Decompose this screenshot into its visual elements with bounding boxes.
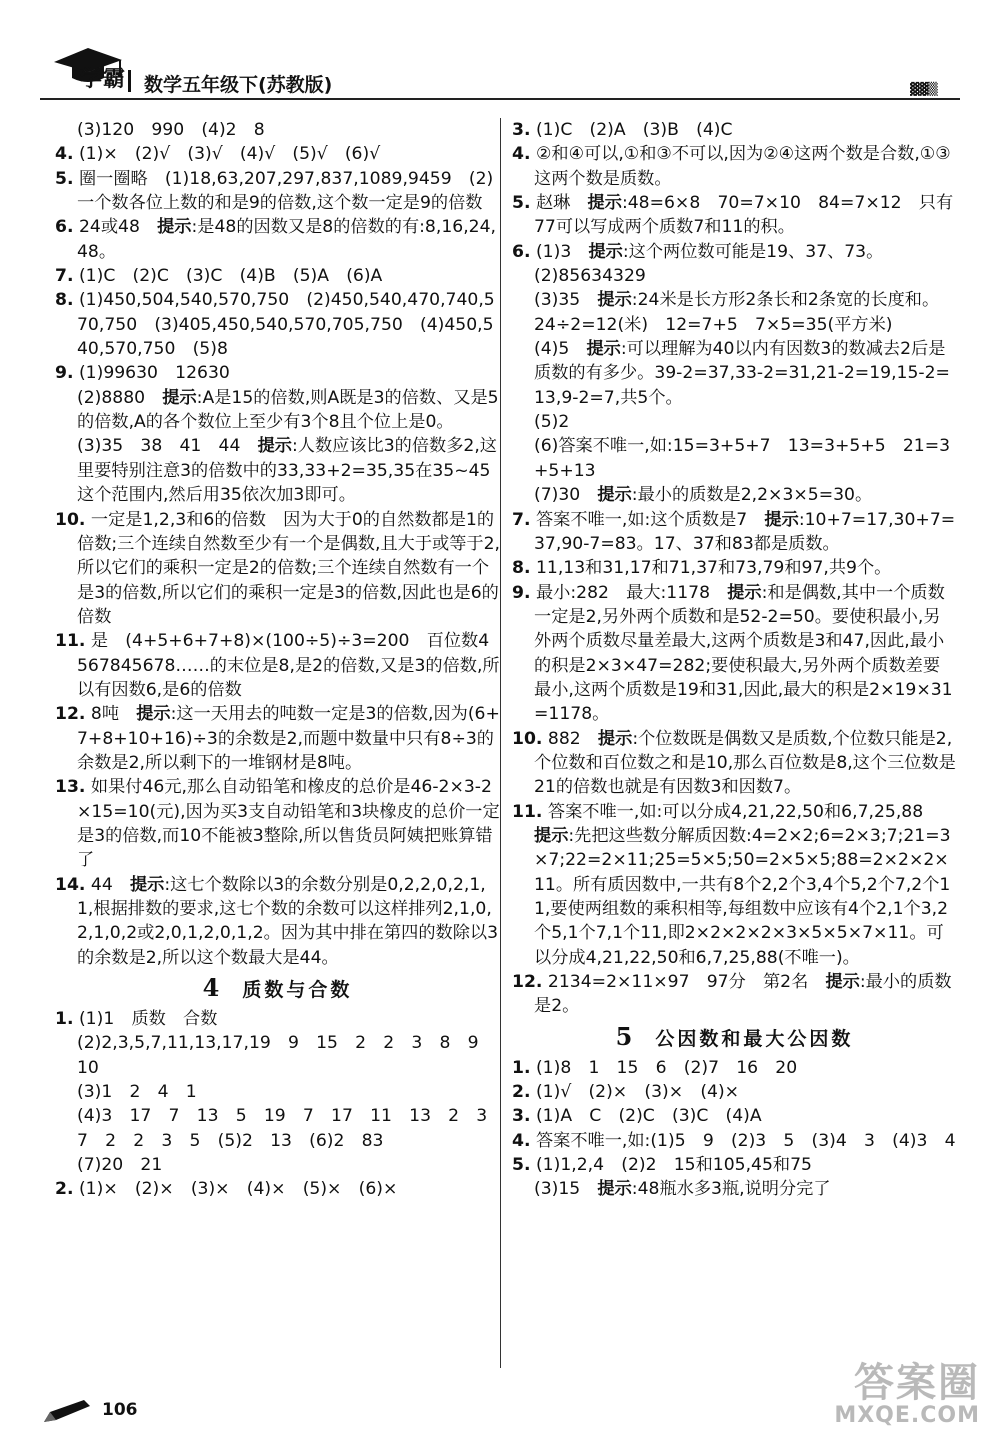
item-text: 答案不唯一,如:可以分成4,21,22,50和6,7,25,88 bbox=[547, 801, 941, 822]
hint-label: 提示 bbox=[129, 874, 165, 895]
item-text: (7)30 bbox=[534, 485, 598, 506]
pencil-icon bbox=[40, 1398, 96, 1426]
answer-item bbox=[512, 970, 957, 1019]
item-number: 4. bbox=[512, 1130, 531, 1151]
answer-item bbox=[55, 386, 500, 435]
hint-text: :个位数既是偶数又是质数,个位数只能是2,个位数和百位数之和是10,那么百位数是8,这个三位数是21的倍数也就是有因数3和因数7。 bbox=[534, 728, 956, 798]
item-text: (1)450,504,540,570,750 (2)450,540,470,740,570,750 (3)405,450,540,570,705,750 (4)450,540,570,750 (5)8 bbox=[77, 290, 495, 360]
left-answers-part-1 bbox=[55, 118, 500, 970]
hint-text: :先把这些数分解质因数:4=2×2;6=2×3;7;21=3×7;22=2×11;25=5×5;50=2×5×5;88=2×2×2×11。所有质因数中,一共有8个2,2个3,4个5,2个7,2个11,要使两组数的乘积相等,每组数中应该有4个2,1个3,2个5,1个7,1个11,即2×2×2×2×3×5×5×7×11。可以分成4,21,22,50和6,7,25,88(不唯一)。 bbox=[534, 825, 951, 968]
item-text: 2134=2×11×97 97分 第2名 bbox=[547, 972, 826, 993]
item-number: 9. bbox=[512, 582, 531, 603]
item-text: 如果付46元,那么自动铅笔和橡皮的总价是46-2×3-2×15=10(元),因为买3支自动铅笔和3块橡皮的总价一定是3的倍数,而10不能被3整除,所以售货员阿姨把账算错了 bbox=[77, 777, 500, 871]
hint-label: 提示 bbox=[157, 217, 192, 238]
answer-item bbox=[512, 727, 957, 800]
section-number: 4 bbox=[202, 973, 223, 1003]
answer-item bbox=[55, 142, 500, 166]
hint-label: 提示 bbox=[588, 241, 623, 262]
hint-label: 提示 bbox=[825, 972, 860, 993]
section-number: 5 bbox=[615, 1021, 636, 1051]
page-footer bbox=[40, 1398, 240, 1428]
item-number: 8. bbox=[55, 290, 74, 311]
column-divider bbox=[500, 118, 501, 1368]
page-number: 106 bbox=[102, 1400, 138, 1420]
item-text: 圈一圈略 (1)18,63,207,297,837,1089,9459 (2)一个数各位上数的和是9的倍数,这个数一定是9的倍数 bbox=[77, 168, 494, 214]
hint-label: 提示 bbox=[162, 387, 197, 408]
hint-label: 提示 bbox=[534, 825, 569, 846]
answer-item bbox=[512, 288, 957, 337]
answer-item bbox=[55, 629, 500, 702]
brand-name: 学霸 bbox=[80, 67, 127, 92]
hint-text: :24米是长方形2条长和2条宽的长度和。 24÷2=12(米) 12=7+5 7×5=35(平方米) bbox=[534, 290, 948, 335]
hint-text: :这一天用去的吨数一定是3的倍数,因为(6+7+8+10+16)÷3的余数是2,而题中数量中只有8÷3的余数是2,所以剩下的一堆钢材是8吨。 bbox=[77, 704, 500, 773]
answer-item bbox=[512, 1177, 957, 1201]
answer-item bbox=[55, 1153, 500, 1177]
brand-divider bbox=[128, 70, 131, 92]
answer-item bbox=[512, 264, 957, 288]
answer-item bbox=[55, 1080, 500, 1104]
right-column bbox=[512, 118, 957, 1202]
hint-text: :10+7=17,30+7=37,90-7=83。17、37和83都是质数。 bbox=[534, 509, 956, 554]
hint-label: 提示 bbox=[136, 704, 171, 725]
watermark bbox=[790, 1362, 980, 1432]
answer-item bbox=[512, 1129, 957, 1153]
item-text: (3)35 bbox=[534, 290, 598, 311]
item-text: (1)× (2)√ (3)√ (4)√ (5)√ (6)√ bbox=[78, 144, 381, 165]
answer-item bbox=[55, 1007, 500, 1031]
left-column bbox=[55, 118, 505, 1202]
item-number: 3. bbox=[512, 1106, 531, 1127]
right-answers-part-1 bbox=[512, 118, 957, 1019]
item-number: 2. bbox=[55, 1179, 74, 1200]
answer-item bbox=[55, 361, 500, 385]
item-number: 1. bbox=[55, 1009, 74, 1030]
item-number: 13. bbox=[55, 777, 86, 798]
item-text: 44 bbox=[90, 874, 130, 895]
item-text: 答案不唯一,如:这个质数是7 bbox=[535, 509, 765, 530]
item-number: 6. bbox=[55, 217, 74, 238]
hint-label: 提示 bbox=[597, 728, 633, 749]
item-text: (1)√ (2)× (3)× (4)× bbox=[535, 1082, 740, 1103]
item-number: 12. bbox=[512, 972, 543, 993]
hint-label: 提示 bbox=[257, 436, 292, 457]
item-number: 8. bbox=[512, 558, 531, 579]
item-number: 11. bbox=[512, 801, 543, 822]
item-text: 24或48 bbox=[78, 217, 158, 238]
section-title-4 bbox=[55, 972, 500, 1006]
item-text: (3)1 2 4 1 bbox=[77, 1082, 197, 1103]
item-text: 赵琳 bbox=[535, 193, 588, 214]
watermark-logo-text: 答案圈 bbox=[854, 1360, 980, 1406]
corner-mark: ▓▓▒ bbox=[910, 82, 938, 96]
hint-label: 提示 bbox=[597, 1179, 632, 1200]
watermark-url: MXQE.COM bbox=[834, 1403, 980, 1428]
item-text: (2)2,3,5,7,11,13,17,19 9 15 2 2 3 8 9 10 bbox=[77, 1033, 496, 1078]
right-answers-part-2 bbox=[512, 1056, 957, 1202]
item-text: (4)5 bbox=[534, 339, 587, 360]
answer-item bbox=[512, 434, 957, 483]
hint-text: :这个两位数可能是19、37、73。 bbox=[622, 241, 884, 262]
item-number: 6. bbox=[512, 241, 531, 262]
item-text: 是 (4+5+6+7+8)×(100÷5)÷3=200 百位数4567845678……的末位是8,是2的倍数,又是3的倍数,所以有因数6,是6的倍数 bbox=[77, 631, 500, 700]
answer-item bbox=[512, 191, 957, 240]
hint-label: 提示 bbox=[587, 193, 622, 214]
item-number: 2. bbox=[512, 1082, 531, 1103]
item-number: 11. bbox=[55, 631, 86, 652]
hint-text: :48=6×8 70=7×10 84=7×12 只有77可以写成两个质数7和11的积。 bbox=[534, 193, 954, 238]
answer-item bbox=[512, 142, 957, 191]
item-text: (2)8880 bbox=[77, 387, 163, 408]
answer-item bbox=[55, 1031, 500, 1080]
item-text: (1)8 1 15 6 (2)7 16 20 bbox=[535, 1057, 798, 1078]
item-number: 9. bbox=[55, 363, 74, 384]
item-text: 答案不唯一,如:(1)5 9 (2)3 5 (3)4 3 (4)3 4 bbox=[535, 1130, 956, 1151]
answer-item bbox=[55, 775, 500, 872]
item-text: (3)15 bbox=[534, 1179, 598, 1200]
answer-item bbox=[55, 702, 500, 775]
hint-label: 提示 bbox=[727, 582, 762, 603]
item-text: 一定是1,2,3和6的倍数 因为大于0的自然数都是1的倍数;三个连续自然数至少有一个是偶数,且大于或等于2,所以它们的乘积一定是2的倍数;三个连续自然数有一个是3的倍数,所以它们的乘积一定是3的倍数,因此也是6的倍数 bbox=[77, 509, 500, 627]
item-number: 10. bbox=[512, 728, 543, 749]
item-number: 12. bbox=[55, 704, 86, 725]
item-text: ②和④可以,①和③不可以,因为②④这两个数是合数,①③这两个数是质数。 bbox=[534, 144, 951, 189]
item-text: (1)1 质数 合数 bbox=[78, 1009, 218, 1030]
item-text: (4)3 17 7 13 5 19 7 17 11 13 2 3 7 2 2 3 5 (5)2 13 (6)2 83 bbox=[77, 1106, 505, 1151]
answer-item bbox=[512, 118, 957, 142]
item-number: 5. bbox=[512, 1155, 531, 1176]
answer-item bbox=[512, 1153, 957, 1177]
hint-label: 提示 bbox=[764, 509, 799, 530]
answer-item bbox=[55, 508, 500, 630]
item-text: (5)2 bbox=[534, 412, 570, 433]
book-series-title: 数学五年级下(苏教版) bbox=[144, 74, 333, 96]
hint-text: :A是15的倍数,则A既是3的倍数、又是5的倍数,A的各个数位上至少有3个8且个位上是0。 bbox=[77, 387, 499, 433]
hint-label: 提示 bbox=[586, 339, 621, 360]
item-text: 882 bbox=[547, 728, 598, 749]
hint-text: :可以理解为40以内有因数3的数减去2后是质数的有多少。39-2=37,33-2=31,21-2=19,15-2=13,9-2=7,共5个。 bbox=[534, 339, 950, 408]
answer-item bbox=[55, 118, 500, 142]
answer-item bbox=[512, 800, 957, 970]
item-text: (1)3 bbox=[535, 241, 589, 262]
answer-item bbox=[55, 288, 500, 361]
item-text: 最小:282 最大:1178 bbox=[535, 582, 728, 603]
hint-label: 提示 bbox=[597, 485, 632, 506]
answer-item bbox=[512, 410, 957, 434]
hint-label: 提示 bbox=[597, 290, 632, 311]
hint-text: :最小的质数是2。 bbox=[534, 972, 952, 1017]
answer-item bbox=[55, 873, 500, 970]
answer-item bbox=[512, 581, 957, 727]
item-text: (6)答案不唯一,如:15=3+5+7 13=3+5+5 21=3+5+13 bbox=[534, 436, 951, 481]
hint-text: :最小的质数是2,2×3×5=30。 bbox=[631, 485, 873, 506]
section-title-text: 公因数和最大公因数 bbox=[655, 1027, 854, 1050]
answer-item bbox=[55, 434, 500, 507]
item-number: 7. bbox=[512, 509, 531, 530]
answer-item bbox=[55, 167, 500, 216]
answer-item bbox=[55, 215, 500, 264]
item-number: 4. bbox=[55, 144, 74, 165]
answer-item bbox=[512, 508, 957, 557]
item-number: 10. bbox=[55, 509, 86, 530]
item-number: 4. bbox=[512, 144, 531, 165]
item-text: (2)85634329 bbox=[534, 266, 646, 287]
answer-item bbox=[55, 1104, 505, 1153]
hint-text: :48瓶水多3瓶,说明分完了 bbox=[631, 1179, 831, 1200]
hint-text: :和是偶数,其中一个质数一定是2,另外两个质数和是52-2=50。要使积最小,另外两个质数尽量差最大,这两个质数是3和47,因此,最小的积是2×3×47=282;要使积最大,另外两个质数差要最小,这两个质数是19和31,因此,最大的积是2×19×31=1178。 bbox=[534, 582, 953, 725]
item-text: (1)C (2)C (3)C (4)B (5)A (6)A bbox=[78, 266, 383, 287]
answer-item bbox=[55, 264, 500, 288]
item-text: (1)1,2,4 (2)2 15和105,45和75 bbox=[535, 1155, 812, 1176]
answer-item bbox=[512, 1056, 957, 1080]
hint-text: :是48的因数又是8的倍数的有:8,16,24,48。 bbox=[77, 217, 497, 262]
answer-item bbox=[512, 337, 957, 410]
answer-item bbox=[512, 556, 957, 580]
item-number: 1. bbox=[512, 1057, 531, 1078]
left-answers-part-2 bbox=[55, 1007, 505, 1202]
item-number: 5. bbox=[512, 193, 531, 214]
item-number: 7. bbox=[55, 266, 74, 287]
answer-item bbox=[512, 1104, 957, 1128]
hint-text: :人数应该比3的倍数多2,这里要特别注意3的倍数中的33,33+2=35,35在35~45这个范围内,然后用35依次加3即可。 bbox=[77, 436, 497, 506]
item-number: 5. bbox=[55, 168, 74, 189]
section-title-5 bbox=[512, 1021, 957, 1055]
answer-item bbox=[512, 1080, 957, 1104]
item-text: (3)120 990 (4)2 8 bbox=[77, 120, 265, 140]
section-title-text: 质数与合数 bbox=[242, 979, 353, 1002]
item-number: 3. bbox=[512, 120, 531, 140]
item-text: (1)99630 12630 bbox=[78, 363, 230, 384]
item-text: (1)× (2)× (3)× (4)× (5)× (6)× bbox=[78, 1179, 398, 1200]
answer-item bbox=[512, 240, 957, 264]
hint-text: :这七个数除以3的余数分别是0,2,2,0,2,1,1,根据排数的要求,这七个数的余数可以这样排列2,1,0,2,1,0,2或2,0,1,2,0,1,2。因为其中排在第四的数除以3的余数是2,所以这个数最大是44。 bbox=[77, 874, 499, 968]
item-text: 11,13和31,17和71,37和73,79和97,共9个。 bbox=[535, 558, 892, 579]
item-text: (3)35 38 41 44 bbox=[77, 436, 258, 457]
item-text: 8吨 bbox=[90, 704, 137, 725]
item-text: (7)20 21 bbox=[77, 1155, 163, 1176]
item-text: (1)A C (2)C (3)C (4)A bbox=[535, 1106, 762, 1127]
answer-item bbox=[55, 1177, 500, 1201]
item-number: 14. bbox=[55, 874, 86, 895]
item-text: (1)C (2)A (3)B (4)C bbox=[535, 120, 733, 140]
answer-item bbox=[512, 483, 957, 507]
header-rule bbox=[40, 98, 960, 100]
